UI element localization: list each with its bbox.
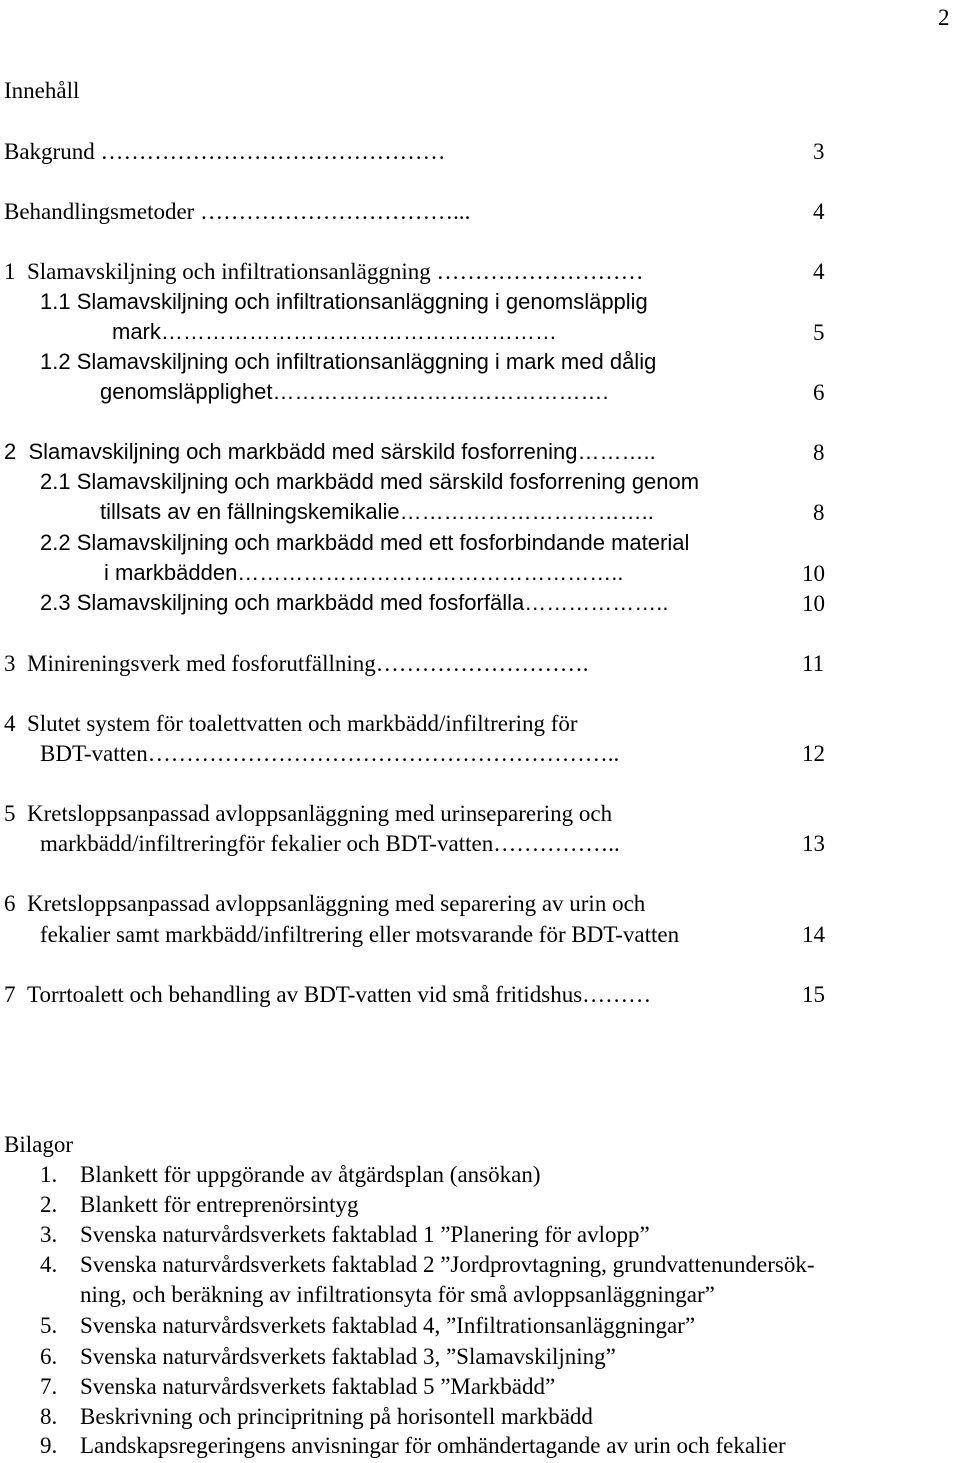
toc-line: 7 Torrtoalett och behandling av BDT-vatten vid små fritidshus……… (4, 982, 652, 1007)
toc-line: BDT-vatten…………………………………………………….. (40, 741, 620, 766)
toc-line: 5 Kretsloppsanpassad avloppsanläggning med urinseparering och (4, 801, 613, 826)
toc-page: 13 (802, 831, 825, 856)
toc-line: 2.2 Slamavskiljning och markbädd med ett fosforbindande material (40, 530, 690, 555)
bilaga-text: Svenska naturvårdsverkets faktablad 5 ”Markbädd” (80, 1374, 556, 1399)
toc-line: markbädd/infiltreringför fekalier och BDT-vatten…………….. (40, 831, 620, 856)
page-number: 2 (938, 5, 950, 30)
toc-line: tillsats av en fällningskemikalie…………………………….. (100, 499, 654, 524)
bilagor-heading: Bilagor (4, 1132, 73, 1157)
bilaga-num: 5. (40, 1313, 58, 1338)
toc-page: 15 (802, 982, 825, 1007)
bilaga-text: Blankett för uppgörande av åtgärdsplan (ansökan) (80, 1162, 541, 1187)
bilaga-num: 1. (40, 1162, 58, 1187)
bilaga-num: 8. (40, 1404, 58, 1429)
toc-page: 12 (802, 741, 825, 766)
bilaga-num: 6. (40, 1344, 58, 1369)
bilaga-text: Svenska naturvårdsverkets faktablad 3, ”Slamavskiljning” (80, 1344, 616, 1369)
toc-line: 1.2 Slamavskiljning och infiltrationsanläggning i mark med dålig (40, 349, 657, 374)
bilaga-text: Blankett för entreprenörsintyg (80, 1192, 359, 1217)
toc-line: 6 Kretsloppsanpassad avloppsanläggning med separering av urin och (4, 891, 646, 916)
toc-line: fekalier samt markbädd/infiltrering eller motsvarande för BDT-vatten (40, 922, 680, 947)
toc-page: 8 (813, 440, 825, 465)
toc-line: 2 Slamavskiljning och markbädd med särskild fosforrening……….. (4, 439, 656, 464)
toc-page: 14 (802, 922, 825, 947)
toc-heading: Innehåll (4, 78, 80, 103)
toc-line: Behandlingsmetoder ……………………………... (4, 199, 471, 224)
toc-page: 11 (802, 651, 825, 676)
bilaga-num: 9. (40, 1433, 58, 1458)
toc-page: 4 (813, 259, 825, 284)
bilaga-text: Beskrivning och principritning på horisontell markbädd (80, 1404, 593, 1429)
toc-page: 6 (813, 380, 825, 405)
toc-line: 3 Minireningsverk med fosforutfällning………………………. (4, 651, 589, 676)
toc-line: genomsläpplighet………………………………………. (100, 379, 609, 404)
toc-page: 3 (813, 139, 825, 164)
toc-line: 1.1 Slamavskiljning och infiltrationsanläggning i genomsläpplig (40, 289, 648, 314)
toc-line: i markbädden…………………………………………….. (104, 560, 624, 585)
toc-page: 10 (802, 561, 825, 586)
bilaga-text: Svenska naturvårdsverkets faktablad 4, ”Infiltrationsanläggningar” (80, 1313, 696, 1338)
toc-page: 4 (813, 199, 825, 224)
toc-line: mark……………………………………………… (112, 319, 557, 344)
toc-line: Bakgrund ……………………………………… (4, 139, 446, 164)
toc-page: 8 (813, 500, 825, 525)
bilaga-text: Svenska naturvårdsverkets faktablad 2 ”Jordprovtagning, grundvattenundersök- (80, 1252, 815, 1277)
toc-line: 4 Slutet system för toalettvatten och markbädd/infiltrering för (4, 711, 578, 736)
toc-line: 2.1 Slamavskiljning och markbädd med särskild fosforrening genom (40, 469, 700, 494)
toc-page: 5 (813, 320, 825, 345)
toc-page: 10 (802, 591, 825, 616)
bilaga-text: Landskapsregeringens anvisningar för omhändertagande av urin och fekalier (80, 1433, 786, 1458)
bilaga-num: 7. (40, 1374, 58, 1399)
bilaga-text: ning, och beräkning av infiltrationsyta för små avloppsanläggningar” (80, 1282, 715, 1307)
bilaga-text: Svenska naturvårdsverkets faktablad 1 ”Planering för avlopp” (80, 1222, 650, 1247)
toc-line: 2.3 Slamavskiljning och markbädd med fosforfälla……………….. (40, 590, 669, 615)
bilaga-num: 3. (40, 1222, 58, 1247)
toc-line: 1 Slamavskiljning och infiltrationsanläggning ……………………… (4, 259, 644, 284)
bilaga-num: 4. (40, 1252, 58, 1277)
bilaga-num: 2. (40, 1192, 58, 1217)
